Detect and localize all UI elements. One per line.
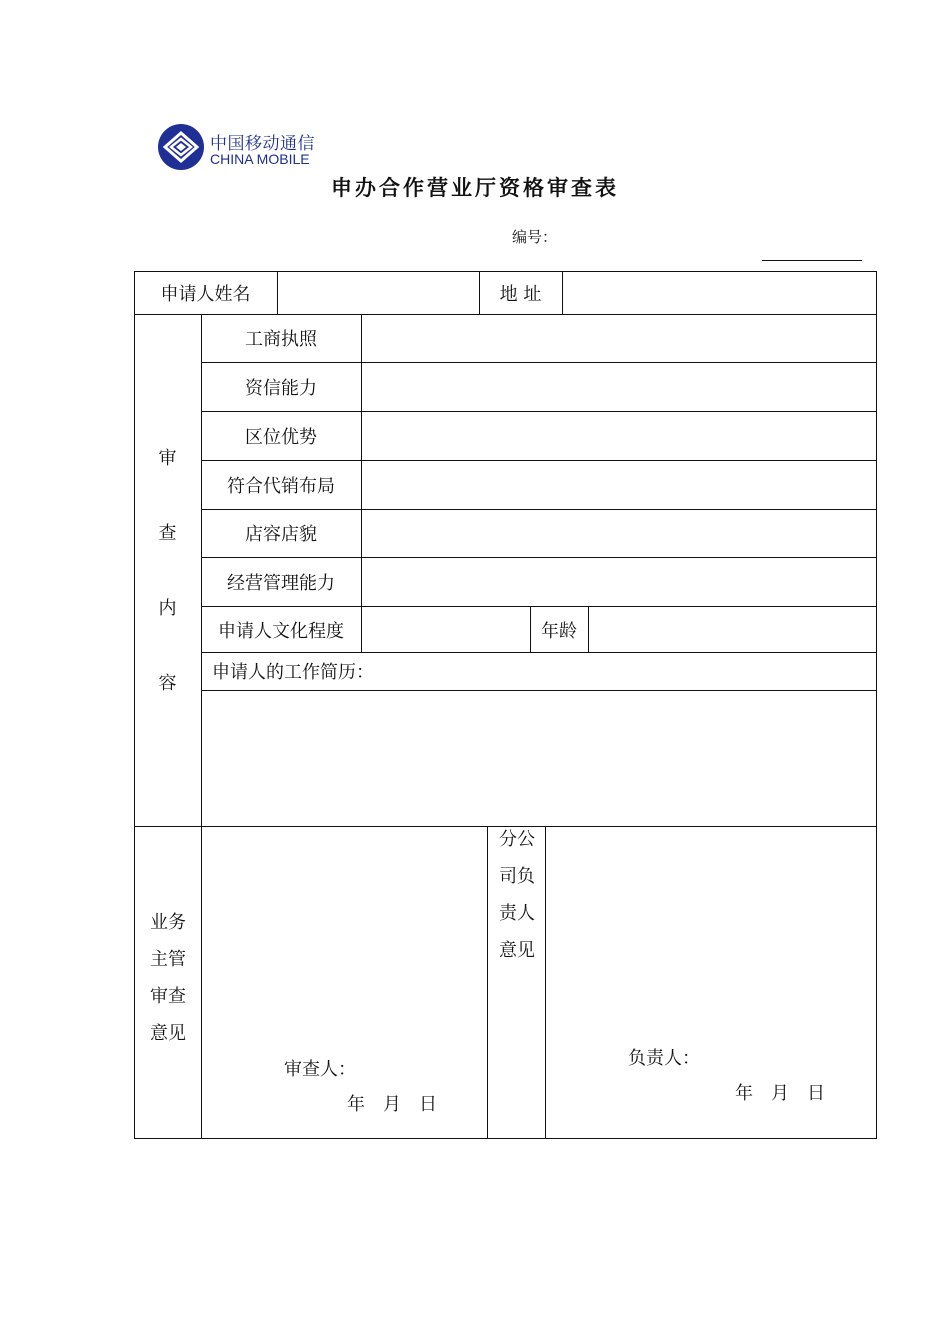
business-review-label-line: 业务	[150, 912, 186, 933]
credit-capability-input[interactable]	[362, 363, 876, 411]
location-advantage-input[interactable]	[362, 412, 876, 460]
business-review-label-line: 审查	[150, 986, 186, 1007]
applicant-name-label: 申请人姓名	[160, 283, 251, 305]
review-section-char: 查	[158, 523, 177, 544]
table-border-bottom	[134, 1138, 877, 1139]
review-section-char: 审	[158, 448, 177, 469]
branch-opinion-label	[499, 821, 535, 969]
china-mobile-logo-icon	[157, 123, 205, 171]
applicant-name-input[interactable]	[278, 272, 479, 314]
age-label: 年龄	[541, 620, 577, 642]
table-border-right	[876, 271, 877, 1139]
branch-opinion-label-line: 司负	[499, 866, 535, 887]
document-title: 申办合作营业厅资格审查表	[331, 176, 619, 200]
business-review-label	[150, 904, 186, 1052]
age-input[interactable]	[589, 608, 876, 652]
business-review-input[interactable]	[202, 827, 487, 1138]
logo-chinese-name: 中国移动通信	[210, 134, 315, 154]
branch-opinion-label-line: 责人	[499, 903, 535, 924]
management-capability-input[interactable]	[362, 558, 876, 606]
work-history-input[interactable]	[202, 691, 876, 826]
responsible-label: 负责人：	[628, 1048, 700, 1069]
address-input[interactable]	[563, 272, 876, 314]
branch-opinion-input[interactable]	[546, 827, 876, 1138]
responsible-date-label: 年 月 日	[735, 1083, 825, 1104]
branch-opinion-label-line: 分公	[499, 829, 535, 850]
number-field-line[interactable]	[762, 260, 862, 261]
distribution-layout-input[interactable]	[362, 461, 876, 509]
address-label: 地 址	[499, 283, 542, 305]
logo-english-name: CHINA MOBILE	[210, 151, 310, 167]
review-section-label	[134, 421, 201, 721]
review-item-store-appearance: 店容店貌	[245, 524, 317, 545]
reviewer-date-label: 年 月 日	[347, 1094, 437, 1115]
business-license-input[interactable]	[362, 315, 876, 362]
col-divider	[487, 826, 488, 1139]
number-label: 编号：	[512, 228, 558, 246]
review-item-management-capability: 经营管理能力	[227, 572, 335, 594]
store-appearance-input[interactable]	[362, 510, 876, 557]
review-item-distribution-layout: 符合代销布局	[227, 475, 335, 497]
review-item-business-license: 工商执照	[245, 329, 317, 350]
reviewer-label: 审查人：	[284, 1059, 356, 1080]
business-review-label-line: 主管	[150, 949, 186, 970]
review-section-char: 容	[158, 673, 177, 694]
review-section-char: 内	[158, 598, 177, 619]
education-label: 申请人文化程度	[218, 620, 344, 642]
review-item-location-advantage: 区位优势	[245, 426, 317, 448]
review-item-credit-capability: 资信能力	[245, 377, 317, 399]
china-mobile-logo	[157, 123, 327, 173]
business-review-label-line: 意见	[150, 1023, 186, 1044]
education-input[interactable]	[362, 608, 530, 652]
branch-opinion-label-line: 意见	[499, 940, 535, 961]
work-history-label: 申请人的工作简历：	[212, 662, 374, 683]
